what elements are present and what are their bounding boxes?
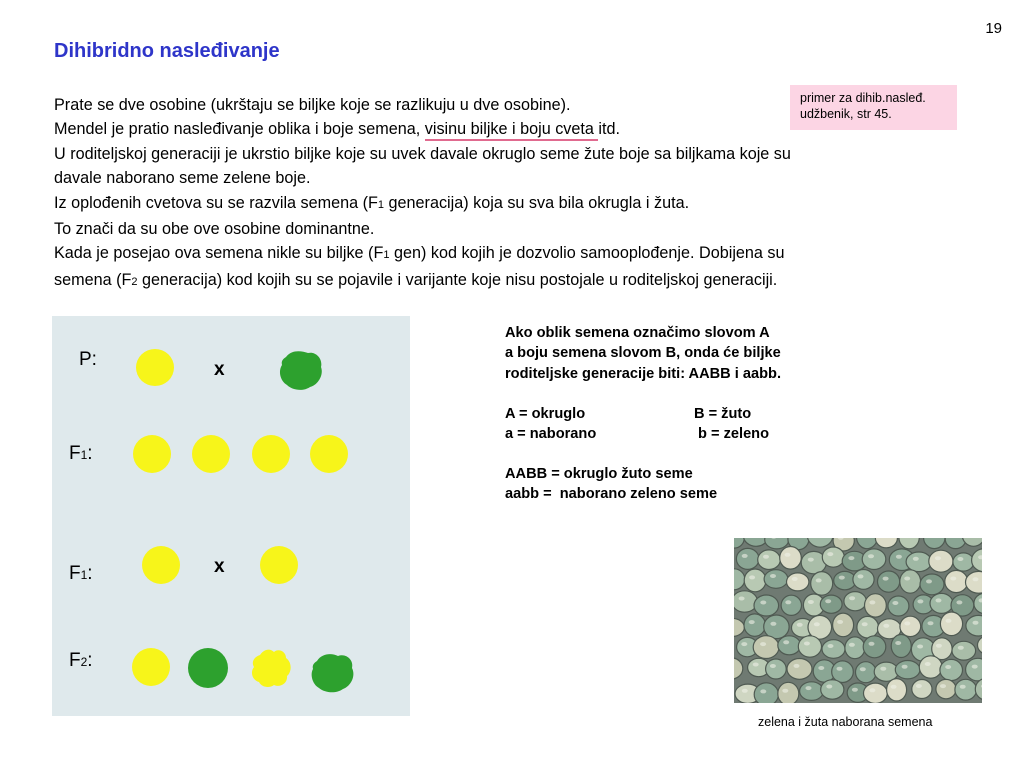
- pea-seed-highlight: [916, 684, 922, 688]
- pea-seed-highlight: [917, 599, 923, 603]
- pea-seed-highlight: [936, 644, 942, 648]
- pea-seed-highlight: [926, 579, 932, 583]
- pea-seed-highlight: [860, 667, 866, 671]
- pea-seed-highlight: [848, 556, 854, 560]
- subscript: 2: [131, 275, 138, 288]
- pea-seed: [862, 549, 886, 570]
- pea-seed-highlight: [827, 552, 833, 556]
- allele-b-recessive: b = zeleno: [694, 425, 770, 442]
- intro-line-6: To znači da su obe ove osobine dominantne.: [54, 220, 375, 239]
- pea-seed-highlight: [770, 664, 776, 668]
- pea-seed-highlight: [849, 643, 855, 647]
- pea-seed: [919, 656, 942, 678]
- reference-note-line-2: udžbenik, str 45.: [800, 107, 892, 121]
- yellow-round-pea: [132, 648, 170, 686]
- green-wrinkled-pea: [310, 652, 356, 694]
- generation-label-f2: [69, 650, 93, 672]
- pea-seed: [754, 595, 779, 616]
- pea-seed-highlight: [883, 577, 889, 581]
- pea-seed-highlight: [936, 598, 942, 602]
- pea-seed-highlight: [749, 575, 755, 579]
- pea-seed-highlight: [869, 642, 875, 646]
- label-colon: :: [87, 650, 93, 671]
- intro-line-5-start: Iz oplođenih cvetova su se razvila semena (F: [54, 193, 378, 212]
- pea-seed: [888, 596, 909, 616]
- pea-seed-highlight: [749, 620, 755, 624]
- pea-seed-highlight: [818, 666, 824, 670]
- pea-seed-highlight: [797, 623, 803, 627]
- pea-seed: [863, 636, 886, 658]
- legend-line-1: Ako oblik semena označimo slovom A: [505, 325, 770, 341]
- pea-seed-highlight: [945, 665, 951, 669]
- pea-seed: [833, 613, 854, 637]
- pea-seed-highlight: [950, 577, 956, 581]
- pea-seed-highlight: [770, 622, 776, 626]
- pea-seed-highlight: [770, 574, 776, 578]
- pea-seed: [832, 661, 854, 683]
- pea-seed: [945, 570, 968, 592]
- pea-seed-highlight: [794, 664, 800, 668]
- pea-seed-highlight: [825, 599, 831, 603]
- pea-seed-highlight: [940, 684, 946, 688]
- pea-seed-highlight: [880, 667, 886, 671]
- pea-seed-highlight: [742, 554, 748, 558]
- pea-seed: [929, 550, 953, 572]
- pea-seeds-photo: [734, 538, 982, 703]
- pea-seed: [895, 661, 920, 679]
- legend-line-2: a boju semena slovom B, onda će biljke: [505, 345, 781, 362]
- yellow-round-pea: [136, 349, 174, 386]
- pea-seed: [900, 616, 921, 636]
- pea-seed-highlight: [808, 600, 814, 604]
- pea-seed: [787, 573, 809, 591]
- legend-pair-lower: [505, 424, 781, 444]
- pea-seed: [845, 637, 865, 659]
- reference-note-line-1: primer za dihib.nasleđ.: [800, 91, 926, 105]
- pea-seed-highlight: [896, 555, 902, 559]
- pea-seed: [857, 616, 879, 638]
- pea-seed-highlight: [883, 624, 889, 628]
- pea-seed: [787, 659, 812, 680]
- yellow-round-pea: [260, 546, 298, 584]
- pea-seed: [800, 682, 824, 701]
- intro-line-7-end: gen) kod kojih je dozvolio samooplođenje. Dobijena su: [389, 244, 785, 263]
- label-sub: 2: [80, 655, 88, 669]
- legend-line-3: roditeljske generacije biti: AABB i aabb.: [505, 365, 781, 382]
- pea-seed: [753, 636, 779, 659]
- pea-seed: [758, 550, 781, 570]
- legend-spacer: [505, 384, 781, 404]
- pea-seed-highlight: [869, 600, 875, 604]
- pea-seed: [906, 552, 931, 572]
- pea-seed-highlight: [956, 600, 962, 604]
- pea-seed-highlight: [839, 576, 845, 580]
- pea-seed: [930, 593, 953, 613]
- pea-seed: [764, 570, 788, 589]
- intro-line-5-end: generacija) koja su sva bila okrugla i žuta.: [384, 193, 690, 212]
- pea-seed: [920, 574, 944, 595]
- pea-seed-highlight: [946, 619, 952, 623]
- intro-line-8-end: generacija) kod kojih su se pojavile i varijante koje nisu postojale u roditeljskoj generaciji.: [137, 270, 778, 289]
- pea-seed-highlight: [753, 663, 759, 667]
- pea-seed-highlight: [760, 689, 766, 693]
- pea-seed: [912, 680, 932, 699]
- pea-seed-highlight: [826, 685, 832, 689]
- intro-line-8: [54, 268, 979, 294]
- pea-seed-highlight: [763, 555, 769, 559]
- intro-line-1: Prate se dve osobine (ukrštaju se biljke koje se razlikuju u dve osobine).: [54, 96, 571, 114]
- pea-seed-highlight: [869, 688, 875, 692]
- pea-seed: [887, 679, 907, 701]
- page-number: 19: [985, 20, 1002, 37]
- pea-seed: [766, 659, 787, 679]
- yellow-wrinkled-pea: [250, 648, 292, 688]
- cross-symbol: x: [214, 556, 225, 577]
- pea-seeds-image: [734, 538, 982, 703]
- green-wrinkled-pea: [278, 349, 324, 391]
- pea-seed-highlight: [739, 597, 745, 601]
- pea-seed: [820, 595, 842, 613]
- intro-line-2-end: itd.: [598, 120, 621, 139]
- pea-seed-highlight: [760, 601, 766, 605]
- legend-pair-upper: [505, 404, 781, 424]
- genotype-aabb-upper: AABB = okruglo žuto seme: [505, 465, 693, 482]
- pea-seed-highlight: [892, 601, 898, 605]
- pea-seed-highlight: [783, 640, 789, 644]
- pea-seed-highlight: [972, 665, 978, 669]
- pea-seed: [736, 548, 759, 569]
- pea-seed-highlight: [895, 641, 901, 645]
- pea-seed: [900, 570, 921, 593]
- label-colon: :: [87, 443, 93, 464]
- pea-seed: [764, 615, 789, 639]
- slide-title: Dihibridno nasleđivanje: [54, 40, 280, 62]
- pea-seed-highlight: [960, 685, 966, 689]
- pea-seed-highlight: [891, 685, 897, 689]
- pea-seed-highlight: [785, 553, 791, 557]
- yellow-round-pea: [252, 435, 290, 473]
- subscript: 1: [383, 249, 390, 262]
- pea-seed-highlight: [816, 578, 822, 582]
- label-f: F: [69, 563, 81, 584]
- legend-spacer: [505, 444, 781, 464]
- pea-seed-highlight: [828, 644, 834, 648]
- yellow-round-pea: [142, 546, 180, 584]
- pea-seed-highlight: [904, 577, 910, 581]
- pea-seed-highlight: [814, 622, 820, 626]
- pea-seed: [822, 640, 845, 659]
- label-sub: 1: [80, 568, 88, 582]
- pea-seed-highlight: [760, 642, 766, 646]
- intro-line-3: U roditeljskoj generaciji je ukrstio biljke koje su uvek davale okruglo seme žute boje sa biljkama koje su: [54, 144, 791, 163]
- label-colon: :: [87, 563, 93, 584]
- allele-b-dominant: B = žuto: [694, 405, 752, 422]
- pea-seed: [853, 570, 874, 590]
- pea-seed: [864, 683, 888, 703]
- pea-seed: [844, 592, 866, 611]
- pea-seed-highlight: [742, 689, 748, 693]
- pea-seed: [754, 683, 778, 703]
- intro-line-4: davale naborano seme zelene boje.: [54, 169, 311, 188]
- pea-seed: [856, 662, 877, 683]
- pea-seed-highlight: [837, 667, 843, 671]
- pea-seed: [811, 572, 833, 596]
- intro-line-7: [54, 241, 979, 267]
- pea-seed: [940, 612, 962, 636]
- generation-label-f1-cross: [69, 563, 93, 585]
- pea-seed-highlight: [957, 557, 963, 561]
- pea-seed-highlight: [925, 662, 931, 666]
- intro-line-8-start: semena (F: [54, 270, 132, 289]
- intro-line-2-start: Mendel je pratio nasleđivanje oblika i boje semena,: [54, 120, 425, 139]
- pea-seed: [953, 553, 974, 571]
- intro-text: [54, 93, 979, 294]
- generation-label-p: P:: [79, 349, 97, 370]
- green-round-pea: [188, 648, 228, 688]
- pea-seed-highlight: [782, 689, 788, 693]
- pea-seed: [952, 641, 976, 660]
- intro-line-7-start: Kada je posejao ova semena nikle su biljke (F: [54, 244, 384, 263]
- pea-seed-highlight: [792, 577, 798, 581]
- pea-seed-highlight: [868, 554, 874, 558]
- pea-seed: [734, 591, 758, 612]
- allele-a-recessive: a = naborano: [505, 425, 597, 442]
- generation-label-f1: [69, 443, 93, 465]
- yellow-round-pea: [310, 435, 348, 473]
- pea-seed: [781, 595, 801, 615]
- pea-seed-highlight: [852, 688, 858, 692]
- pea-seed-highlight: [902, 665, 908, 669]
- intro-line-5: [54, 191, 979, 217]
- pea-seed-highlight: [862, 622, 868, 626]
- pea-seed: [744, 569, 766, 592]
- pea-seed: [822, 547, 844, 567]
- pea-seed: [955, 679, 977, 700]
- underlined-phrase: visinu biljke i boju cveta: [425, 120, 599, 141]
- pea-seed-highlight: [837, 620, 843, 624]
- pea-seed: [780, 547, 802, 570]
- pea-seed-highlight: [849, 596, 855, 600]
- intro-line-2: [54, 117, 979, 141]
- genotype-aabb-lower: aabb = naborano zeleno seme: [505, 486, 718, 503]
- pea-seed-highlight: [973, 577, 979, 581]
- pea-seed: [891, 635, 911, 658]
- cross-diagram: [52, 316, 410, 716]
- pea-seed-highlight: [958, 646, 964, 650]
- pea-seed: [940, 659, 963, 680]
- pea-seed-highlight: [858, 574, 864, 578]
- pea-seed: [778, 682, 799, 703]
- label-f: F: [69, 443, 81, 464]
- yellow-round-pea: [133, 435, 171, 473]
- subscript: 1: [377, 198, 385, 211]
- yellow-round-pea: [192, 435, 230, 473]
- photo-caption: zelena i žuta naborana semena: [758, 715, 933, 729]
- label-sub: 1: [80, 448, 88, 462]
- label-f: F: [69, 650, 81, 671]
- pea-seed-highlight: [928, 621, 934, 625]
- pea-seed-highlight: [806, 686, 812, 690]
- pea-seed: [778, 636, 801, 655]
- pea-seed-highlight: [785, 600, 791, 604]
- pea-seed-highlight: [917, 645, 923, 649]
- pea-seed-highlight: [973, 621, 979, 625]
- pea-seed-highlight: [741, 642, 747, 646]
- pea-seed: [936, 679, 956, 698]
- pea-seed-highlight: [904, 621, 910, 625]
- pea-seed-highlight: [935, 556, 941, 560]
- pea-seed-highlight: [804, 642, 810, 646]
- pea-seed-highlight: [808, 558, 814, 562]
- pea-seed-highlight: [913, 557, 919, 561]
- pea-seed: [865, 594, 887, 617]
- pea-seed: [878, 571, 900, 592]
- allele-a-dominant: A = okruglo: [505, 405, 586, 422]
- pea-seed: [798, 636, 821, 657]
- pea-seed: [744, 614, 765, 636]
- cross-symbol: x: [214, 359, 225, 380]
- pea-seed: [821, 680, 844, 699]
- notation-legend: [505, 323, 781, 504]
